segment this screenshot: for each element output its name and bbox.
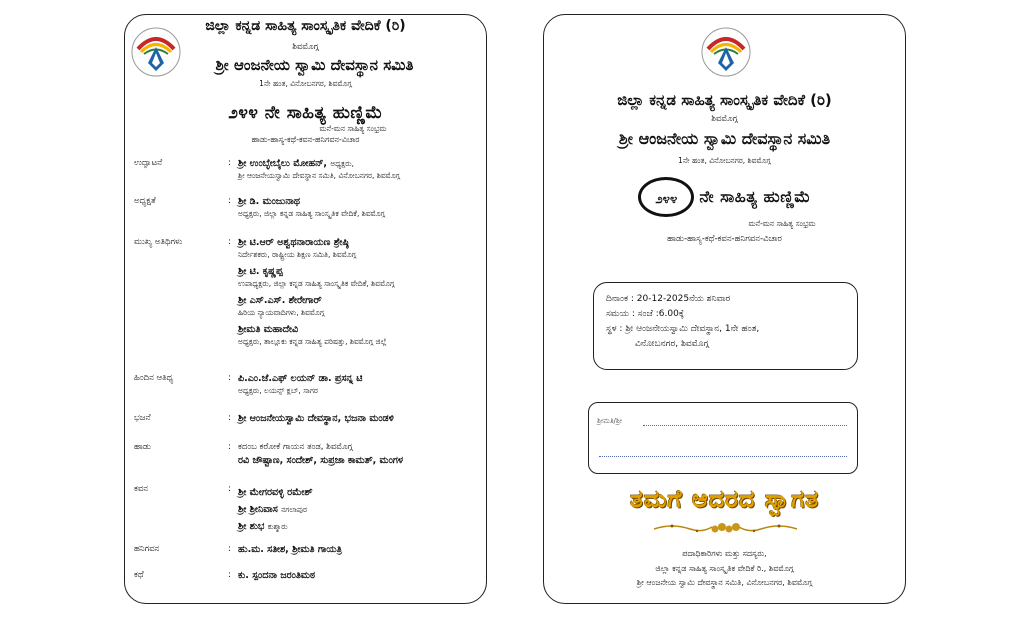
addressee-line-2 bbox=[599, 456, 847, 457]
guest-detail: ನಿರ್ದೇಶಕರು, ರಾಷ್ಟ್ರೀಯ ಶಿಕ್ಷಣ ಸಮಿತಿ, ಶಿವಮೊಗ್ಗ bbox=[238, 250, 357, 259]
event-genres: ಹಾಡು-ಹಾಸ್ಯ-ಕಥೆ-ಕವನ-ಹನಿಗವನ-ವಿಚಾರ bbox=[251, 135, 360, 144]
program-label: ಉದ್ಘಾಟನೆ bbox=[134, 158, 163, 168]
welcome-heading: ತಮಗೆ ಆದರದ ಸ್ವಾಗತ bbox=[630, 485, 819, 513]
program-label: ಭಜನೆ bbox=[134, 413, 151, 423]
organization-city: ಶಿವಮೊಗ್ಗ bbox=[711, 114, 738, 124]
temple-committee-name: ಶ್ರೀ ಆಂಜನೇಯ ಸ್ವಾಮಿ ದೇವಸ್ಥಾನ ಸಮಿತಿ bbox=[215, 56, 414, 74]
event-details-box bbox=[593, 282, 858, 370]
organization-name: ಜಿಲ್ಲಾ ಕನ್ನಡ ಸಾಹಿತ್ಯ ಸಾಂಸ್ಕೃತಿಕ ವೇದಿಕೆ (ರಿ) bbox=[205, 18, 406, 34]
guest-name: ಶ್ರೀ ಎಸ್.ಎಸ್. ಶೇರೇಗಾರ್ bbox=[238, 295, 322, 306]
poet-name: ಶ್ರೀ ಶ್ರೀನಿವಾಸ bbox=[238, 504, 278, 515]
event-number-badge: ೨೪೪ bbox=[638, 177, 694, 217]
program-label: ಕವನ bbox=[134, 484, 149, 494]
guest-name: ಶ್ರೀ ಟಿ. ಕೃಷ್ಣಪ್ಪ bbox=[238, 266, 283, 277]
event-genres: ಹಾಡು-ಹಾಸ್ಯ-ಕಥೆ-ಕವನ-ಹನಿಗವನ-ವಿಚಾರ bbox=[667, 234, 782, 244]
poet-name: ಶ್ರೀ ಶುಭ bbox=[238, 521, 265, 532]
organization-logo bbox=[700, 25, 752, 79]
poet-name: ಶ್ರೀ ಮೇಗರವಳ್ಳಿ ರಮೇಶ್ bbox=[238, 487, 313, 498]
guest-detail: ಉಪಾಧ್ಯಕ್ಷರು, ಜಿಲ್ಲಾ ಕನ್ನಡ ಸಾಹಿತ್ಯ ಸಾಂಸ್ಕೃತಿಕ ವೇದಿಕೆ, ಶಿವಮೊಗ್ಗ bbox=[238, 279, 395, 288]
organization-name: ಜಿಲ್ಲಾ ಕನ್ನಡ ಸಾಹಿತ್ಯ ಸಾಂಸ್ಕೃತಿಕ ವೇದಿಕೆ (ರಿ) bbox=[617, 91, 832, 109]
footer-temple: ಶ್ರೀ ಆಂಜನೇಯ ಸ್ವಾಮಿ ದೇವಸ್ಥಾನ ಸಮಿತಿ, ವಿನೋಬನಗರ, ಶಿವಮೊಗ್ಗ bbox=[636, 578, 813, 587]
program-label: ಹಾಡು bbox=[134, 442, 152, 452]
performer-name: ಕು. ಸ್ಪಂದನಾ ಜರಂತಿಮಠ bbox=[238, 570, 315, 581]
event-venue: ಸ್ಥಳ : ಶ್ರೀ ಆಂಜನೇಯಸ್ವಾಮಿ ದೇವಸ್ಥಾನ, 1ನೇ ಹಂತ, bbox=[606, 324, 760, 334]
poet-place: ನಗಲಾಪುರ bbox=[281, 505, 307, 514]
performer-names: ಹು.ಮ. ಸತೀಶ, ಶ್ರೀಮತಿ ಗಾಯತ್ರಿ bbox=[238, 544, 342, 555]
guest-name: ಪಿ.ಎಂ.ಜೆ.ಎಫ್ ಲಯನ್ ಡಾ. ಪ್ರಸನ್ನ ಟಿ bbox=[238, 373, 363, 384]
event-subtitle: ಮನೆ-ಮನ ಸಾಹಿತ್ಯ ಸಂಭ್ರಮ bbox=[748, 219, 816, 228]
event-title bbox=[544, 177, 905, 217]
program-label: ಕಥೆ bbox=[134, 570, 144, 580]
temple-committee-name: ಶ್ರೀ ಆಂಜನೇಯ ಸ್ವಾಮಿ ದೇವಸ್ಥಾನ ಸಮಿತಿ bbox=[618, 129, 831, 148]
organization-city: ಶಿವಮೊಗ್ಗ bbox=[292, 42, 319, 52]
addressee-label: ಶ್ರೀಮತಿ/ಶ್ರೀ bbox=[597, 417, 623, 425]
event-time: ಸಮಯ : ಸಂಜೆ :6.00ಕ್ಕೆ bbox=[606, 309, 685, 319]
event-title-text: ನೇ ಸಾಹಿತ್ಯ ಹುಣ್ಣಿಮೆ bbox=[699, 187, 811, 206]
program-label: ಹನಿಗವನ bbox=[134, 544, 160, 554]
temple-address: 1ನೇ ಹಂತ, ವಿನೋಬನಗರ, ಶಿವಮೊಗ್ಗ bbox=[259, 79, 352, 88]
event-title: ೨೪೪ ನೇ ಸಾಹಿತ್ಯ ಹುಣ್ಣಿಮೆ bbox=[228, 103, 383, 123]
guest-role-inline: ಅಧ್ಯಕ್ಷರು, bbox=[330, 159, 354, 168]
guest-detail: ಶ್ರೀ ಆಂಜನೇಯಸ್ವಾಮಿ ದೇವಸ್ಥಾನ ಸಮಿತಿ, ವಿನೋಬನಗರ, ಶಿವಮೊಗ್ಗ bbox=[238, 171, 401, 180]
guest-name: ಶ್ರೀಮತಿ ಮಹಾದೇವಿ bbox=[238, 324, 299, 335]
program-label: ಅಧ್ಯಕ್ಷತೆ bbox=[134, 196, 156, 206]
guest-detail: ಅಧ್ಯಕ್ಷರು, ಜಿಲ್ಲಾ ಕನ್ನಡ ಸಾಹಿತ್ಯ ಸಾಂಸ್ಕೃತಿಕ ವೇದಿಕೆ, ಶಿವಮೊಗ್ಗ bbox=[238, 209, 386, 218]
footer-hosts: ಪದಾಧಿಕಾರಿಗಳು ಮತ್ತು ಸದಸ್ಯರು, bbox=[682, 549, 767, 558]
event-date: ದಿನಾಂಕ : 20-12-2025ನೆಯ ಶನಿವಾರ bbox=[606, 294, 731, 304]
performer-name: ಶ್ರೀ ಆಂಜನೇಯಸ್ವಾಮಿ ದೇವಸ್ಥಾನ, ಭಜನಾ ಮಂಡಳಿ bbox=[238, 413, 394, 424]
guest-name: ಶ್ರೀ ಉಂಬ್ಳೇಬೈಲು ಮೋಹನ್, bbox=[238, 158, 328, 169]
guest-detail: ಅಧ್ಯಕ್ಷರು, ಲಯನ್ಸ್ ಕ್ಲಬ್, ಸಾಗರ bbox=[238, 386, 318, 395]
performer-names: ರವಿ ಜೌಷ್ಟಾಣ, ಸಂದೇಶ್, ಸುಪ್ರಜಾ ಕಾಮತ್, ಮಂಗಳ bbox=[238, 455, 404, 466]
guest-name: ಶ್ರೀ ಡಿ. ಮಂಜುನಾಥ bbox=[238, 196, 300, 207]
program-label: ಮುಖ್ಯ ಅತಿಥಿಗಳು bbox=[134, 237, 183, 247]
program-label: ಹಿಂದಿನ ಆತಿಥ್ಯ bbox=[134, 373, 174, 383]
invitation-cover-page bbox=[543, 14, 906, 604]
poet-place: ಕುಶ್ಮಾರು bbox=[267, 522, 288, 531]
addressee-box bbox=[588, 402, 858, 474]
guest-detail: ಹಿರಿಯ ನ್ಯಾಯವಾದಿಗಳು, ಶಿವಮೊಗ್ಗ bbox=[238, 308, 325, 317]
performer-group: ಕದಂಬ ಕರೋಕೆ ಗಾಯನ ತಂಡ, ಶಿವಮೊಗ್ಗ bbox=[238, 442, 353, 452]
temple-address: 1ನೇ ಹಂತ, ವಿನೋಬನಗರ, ಶಿವಮೊಗ್ಗ bbox=[678, 156, 771, 165]
guest-detail: ಅಧ್ಯಕ್ಷರು, ತಾಲ್ಲೂಕು ಕನ್ನಡ ಸಾಹಿತ್ಯ ಪರಿಷತ್ತು, ಶಿವಮೊಗ್ಗ ಜಿಲ್ಲೆ bbox=[238, 337, 387, 346]
event-subtitle: ಮನೆ-ಮನ ಸಾಹಿತ್ಯ ಸಂಭ್ರಮ bbox=[319, 124, 387, 133]
event-venue-continued: ವಿನೋಬನಗರ, ಶಿವಮೊಗ್ಗ bbox=[635, 339, 709, 349]
guest-name: ಶ್ರೀ ಟಿ.ಆರ್ ಅಶ್ವಥನಾರಾಯಣ ಶ್ರೇಷ್ಠಿ bbox=[238, 237, 349, 248]
invitation-inner-page: ಜಿಲ್ಲಾ ಕನ್ನಡ ಸಾಹಿತ್ಯ ಸಾಂಸ್ಕೃತಿಕ ವೇದಿಕೆ (ರಿ) ಶಿವಮೊಗ್ಗ ಶ್ರೀ ಆಂಜನೇಯ ಸ್ವಾಮಿ ದೇವಸ್ಥಾನ ಸಮಿತಿ 1ನೇ ಹಂತ, ವಿನೋಬನಗರ, ಶಿವಮೊಗ್ಗ ೨೪೪ ನೇ ಸಾಹಿತ್ಯ ಹುಣ್ಣಿಮೆ ಮನೆ-ಮನ ಸಾಹಿತ್ಯ ಸಂಭ್ರಮ ಹಾಡು-ಹಾಸ್ಯ-ಕಥೆ-ಕವನ-ಹನಿಗವನ-ವಿಚಾರ ಉದ್ಘಾಟನೆ : ಶ್ರೀ ಉಂಬ್ಳೇಬೈಲು ಮೋಹನ್, ಅಧ್ಯಕ್ಷರು, ಶ್ರೀ ಆಂಜನೇಯಸ್ವಾಮಿ ದೇವಸ್ಥಾನ ಸಮಿತಿ, ವಿನೋಬನಗರ, ಶಿವಮೊಗ್ಗ ಅಧ್ಯಕ್ಷತೆ : ಶ್ರೀ ಡಿ. ಮಂಜುನಾಥ ಅಧ್ಯಕ್ಷರು, ಜಿಲ್ಲಾ ಕನ್ನಡ ಸಾಹಿತ್ಯ ಸಾಂಸ್ಕೃತಿಕ ವೇದಿಕೆ, ಶಿವಮೊಗ್ಗ ಮುಖ್ಯ ಅತಿಥಿಗಳು : ಶ್ರೀ ಟಿ.ಆರ್ ಅಶ್ವಥನಾರಾಯಣ ಶ್ರೇಷ್ಠಿ ನಿರ್ದೇಶಕರು, ರಾಷ್ಟ್ರೀಯ ಶಿಕ್ಷಣ ಸಮಿತಿ, ಶಿವಮೊಗ್ಗ ಶ್ರೀ ಟಿ. ಕೃಷ್ಣಪ್ಪ ಉಪಾಧ್ಯಕ್ಷರು, ಜಿಲ್ಲಾ ಕನ್ನಡ ಸಾಹಿತ್ಯ ಸಾಂಸ್ಕೃತಿಕ ವೇದಿಕೆ, ಶಿವಮೊಗ್ಗ ಶ್ರೀ ಎಸ್.ಎಸ್. ಶೇರೇಗಾರ್ ಹಿರಿಯ ನ್ಯಾಯವಾದಿಗಳು, ಶಿವಮೊಗ್ಗ ಶ್ರೀಮತಿ ಮಹಾದೇವಿ ಅಧ್ಯಕ್ಷರು, ತಾಲ್ಲೂಕು ಕನ್ನಡ ಸಾಹಿತ್ಯ ಪರಿಷತ್ತು, ಶಿವಮೊಗ್ಗ ಜಿಲ್ಲೆ ಹಿಂದಿನ ಆತಿಥ್ಯ : ಪಿ.ಎಂ.ಜೆ.ಎಫ್ ಲಯನ್ ಡಾ. ಪ್ರಸನ್ನ ಟಿ ಅಧ್ಯಕ್ಷರು, ಲಯನ್ಸ್ ಕ್ಲಬ್, ಸಾಗರ ಭಜನೆ : ಶ್ರೀ ಆಂಜನೇಯಸ್ವಾಮಿ ದೇವಸ್ಥಾನ, ಭಜನಾ ಮಂಡಳಿ ಹಾಡು : ಕದಂಬ ಕರೋಕೆ ಗಾಯನ ತಂಡ, ಶಿವಮೊಗ್ಗ ರವಿ ಜೌಷ್ಟಾಣ, ಸಂದೇಶ್, ಸುಪ್ರಜಾ ಕಾಮತ್, ಮಂಗಳ ಕವನ : ಶ್ರೀ ಮೇಗರವಳ್ಳಿ ರಮೇಶ್ ಶ್ರೀ ಶ್ರೀನಿವಾಸ ನಗಲಾಪುರ ಶ್ರೀ ಶುಭ ಕುಶ್ಮಾರು ಹನಿಗವನ : ಹು.ಮ. ಸತೀಶ, ಶ್ರೀಮತಿ ಗಾಯತ್ರಿ ಕಥೆ : ಕು. ಸ್ಪಂದನಾ ಜರಂತಿಮಠ bbox=[124, 14, 487, 604]
footer-organization: ಜಿಲ್ಲಾ ಕನ್ನಡ ಸಾಹಿತ್ಯ ಸಾಂಸ್ಕೃತಿಕ ವೇದಿಕೆ ರಿ., ಶಿವಮೊಗ್ಗ bbox=[655, 564, 794, 573]
ornamental-divider-icon bbox=[652, 521, 799, 537]
addressee-line-1 bbox=[643, 425, 847, 426]
